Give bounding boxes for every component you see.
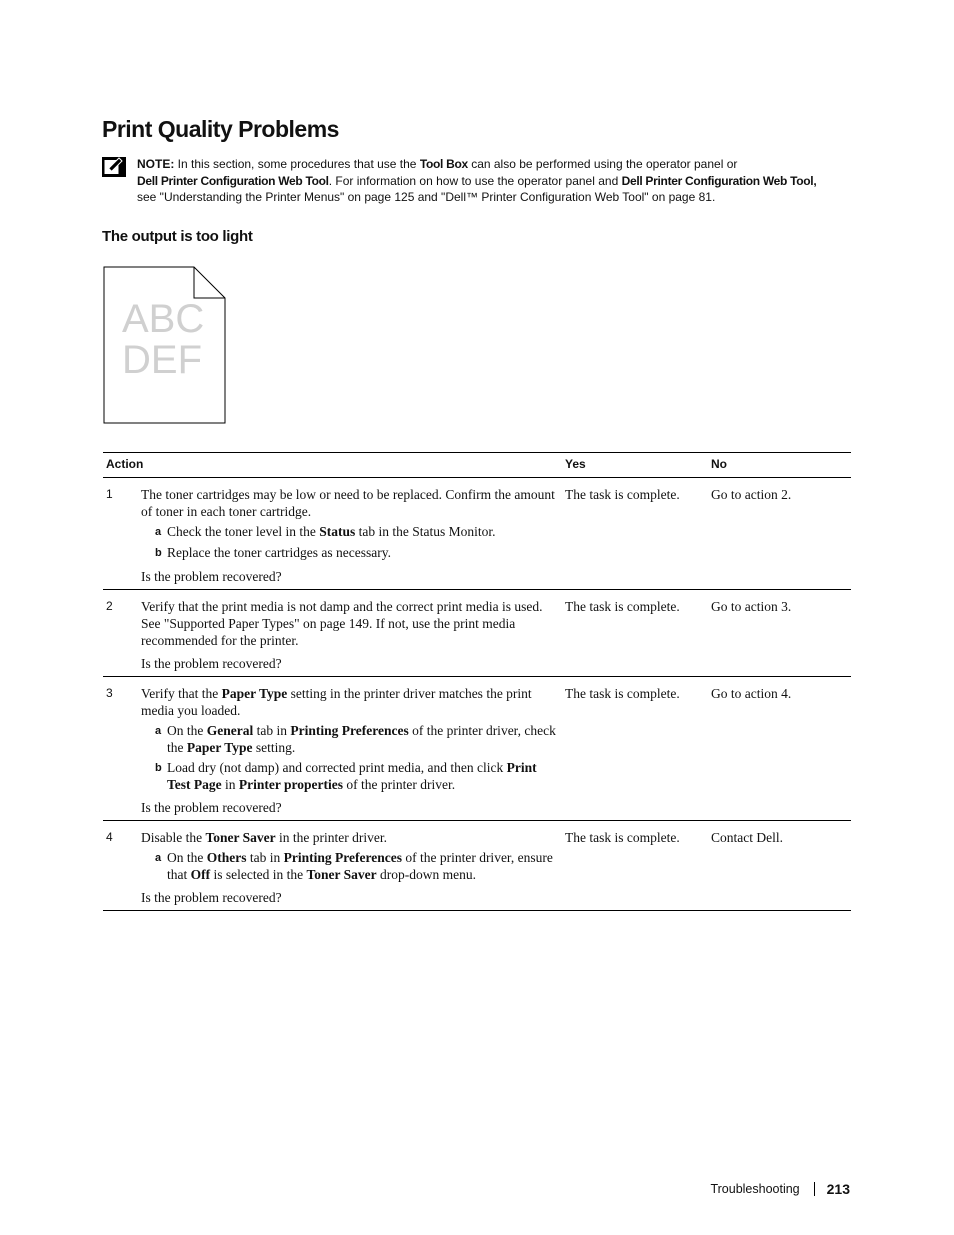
step-letter: a (155, 526, 162, 538)
note-block (102, 156, 852, 206)
yes-outcome: The task is complete. (562, 590, 708, 677)
web-tool-term: Dell Printer Configuration Web Tool (137, 173, 329, 188)
header-no: No (708, 453, 851, 478)
no-outcome: Go to action 3. (708, 590, 851, 677)
step-letter: b (155, 762, 162, 774)
note-text: , (813, 173, 817, 188)
no-outcome: Contact Dell. (708, 821, 851, 911)
action-text: Verify that the print media is not damp and the correct print media is used. See "Supported Paper Types" on page 149. If not, use the print media recommended for the printer. (141, 599, 543, 648)
question-text: Is the problem recovered? (141, 569, 282, 584)
step-text: Disable the (141, 830, 206, 845)
action-number: 4 (103, 821, 138, 911)
page-footer (710, 1181, 850, 1197)
no-outcome: Go to action 4. (708, 677, 851, 821)
ui-term: Others (206, 850, 247, 865)
action-description (138, 677, 562, 821)
step-text: of the printer driver, check the (167, 723, 556, 755)
step-text: setting in the printer driver matches the print media you loaded. (141, 686, 532, 718)
step-letter: a (155, 725, 162, 737)
step-text: in the printer driver. (275, 830, 387, 845)
ui-term: Toner Saver (205, 830, 276, 845)
ui-term: General (206, 723, 254, 738)
ui-term: Status (319, 524, 356, 539)
step-text: is selected in the (210, 867, 307, 882)
action-description (138, 821, 562, 911)
pencil-note-icon (102, 157, 126, 177)
ui-term: Print Test Page (167, 760, 537, 792)
footer-divider (814, 1182, 815, 1196)
question-text: Is the problem recovered? (141, 800, 282, 815)
action-text (141, 829, 559, 846)
sample-text-def: DEF (122, 338, 202, 382)
step-letter: a (155, 852, 162, 864)
step-letter: b (155, 547, 162, 559)
page-number: 213 (826, 1181, 850, 1197)
light-print-sample-image (103, 266, 227, 424)
table-header-row (103, 453, 851, 478)
footer-section: Troubleshooting (710, 1182, 800, 1196)
step-text: tab in the Status Monitor. (355, 524, 496, 539)
ui-term: Printing Preferences (283, 850, 402, 865)
action-text: The toner cartridges may be low or need to be replaced. Confirm the amount of toner in each toner cartridge. (141, 487, 555, 519)
tool-box-term: Tool Box (419, 157, 468, 171)
note-text: see "Understanding the Printer Menus" on page 125 and "Dell™ Printer Configuration Web Tool" on page 81. (137, 190, 716, 204)
sample-text-abc: ABC (122, 297, 205, 341)
ui-term: Paper Type (186, 740, 253, 755)
step-text: Replace the toner cartridges as necessary. (167, 545, 392, 560)
step-text: Verify that the (141, 686, 222, 701)
step-text: in (221, 777, 239, 792)
action-number: 3 (103, 677, 138, 821)
table-row (103, 821, 851, 911)
step-text: of the printer driver, ensure that (167, 850, 553, 882)
action-description (138, 590, 562, 677)
question-text: Is the problem recovered? (141, 656, 282, 671)
ui-term: Off (190, 867, 211, 882)
header-action: Action (103, 453, 562, 478)
sub-step (141, 523, 559, 541)
action-number: 2 (103, 590, 138, 677)
step-text: drop-down menu. (376, 867, 476, 882)
step-text: On the (167, 723, 207, 738)
step-text: Load dry (not damp) and corrected print media, and then click (167, 760, 507, 775)
sub-step (141, 722, 559, 756)
step-text: setting. (252, 740, 296, 755)
action-text (141, 685, 559, 719)
no-outcome: Go to action 2. (708, 478, 851, 590)
note-text: . For information on how to use the operator panel and (328, 173, 622, 188)
table-row (103, 478, 851, 590)
note-text: can also be performed using the operator panel or (467, 157, 738, 171)
note-text: In this section, some procedures that use the (174, 157, 420, 171)
header-yes: Yes (562, 453, 708, 478)
sub-step (141, 544, 559, 562)
section-heading: The output is too light (102, 228, 253, 245)
table-row (103, 677, 851, 821)
table-row (103, 590, 851, 677)
sub-step (141, 849, 559, 883)
ui-term: Printing Preferences (290, 723, 409, 738)
page-title: Print Quality Problems (102, 116, 339, 142)
action-description (138, 478, 562, 590)
ui-term: Printer properties (238, 777, 343, 792)
web-tool-term: Dell Printer Configuration Web Tool (621, 173, 814, 188)
yes-outcome: The task is complete. (562, 478, 708, 590)
note-label: NOTE: (137, 157, 175, 171)
yes-outcome: The task is complete. (562, 821, 708, 911)
step-text: of the printer driver. (343, 777, 456, 792)
step-text: On the (167, 850, 207, 865)
step-text: tab in (246, 850, 284, 865)
question-text: Is the problem recovered? (141, 890, 282, 905)
action-number: 1 (103, 478, 138, 590)
ui-term: Toner Saver (306, 867, 377, 882)
ui-term: Paper Type (221, 686, 288, 701)
step-text: Check the toner level in the (167, 524, 320, 539)
step-text: tab in (253, 723, 291, 738)
sub-step (141, 759, 559, 793)
action-table (103, 452, 851, 911)
yes-outcome: The task is complete. (562, 677, 708, 821)
